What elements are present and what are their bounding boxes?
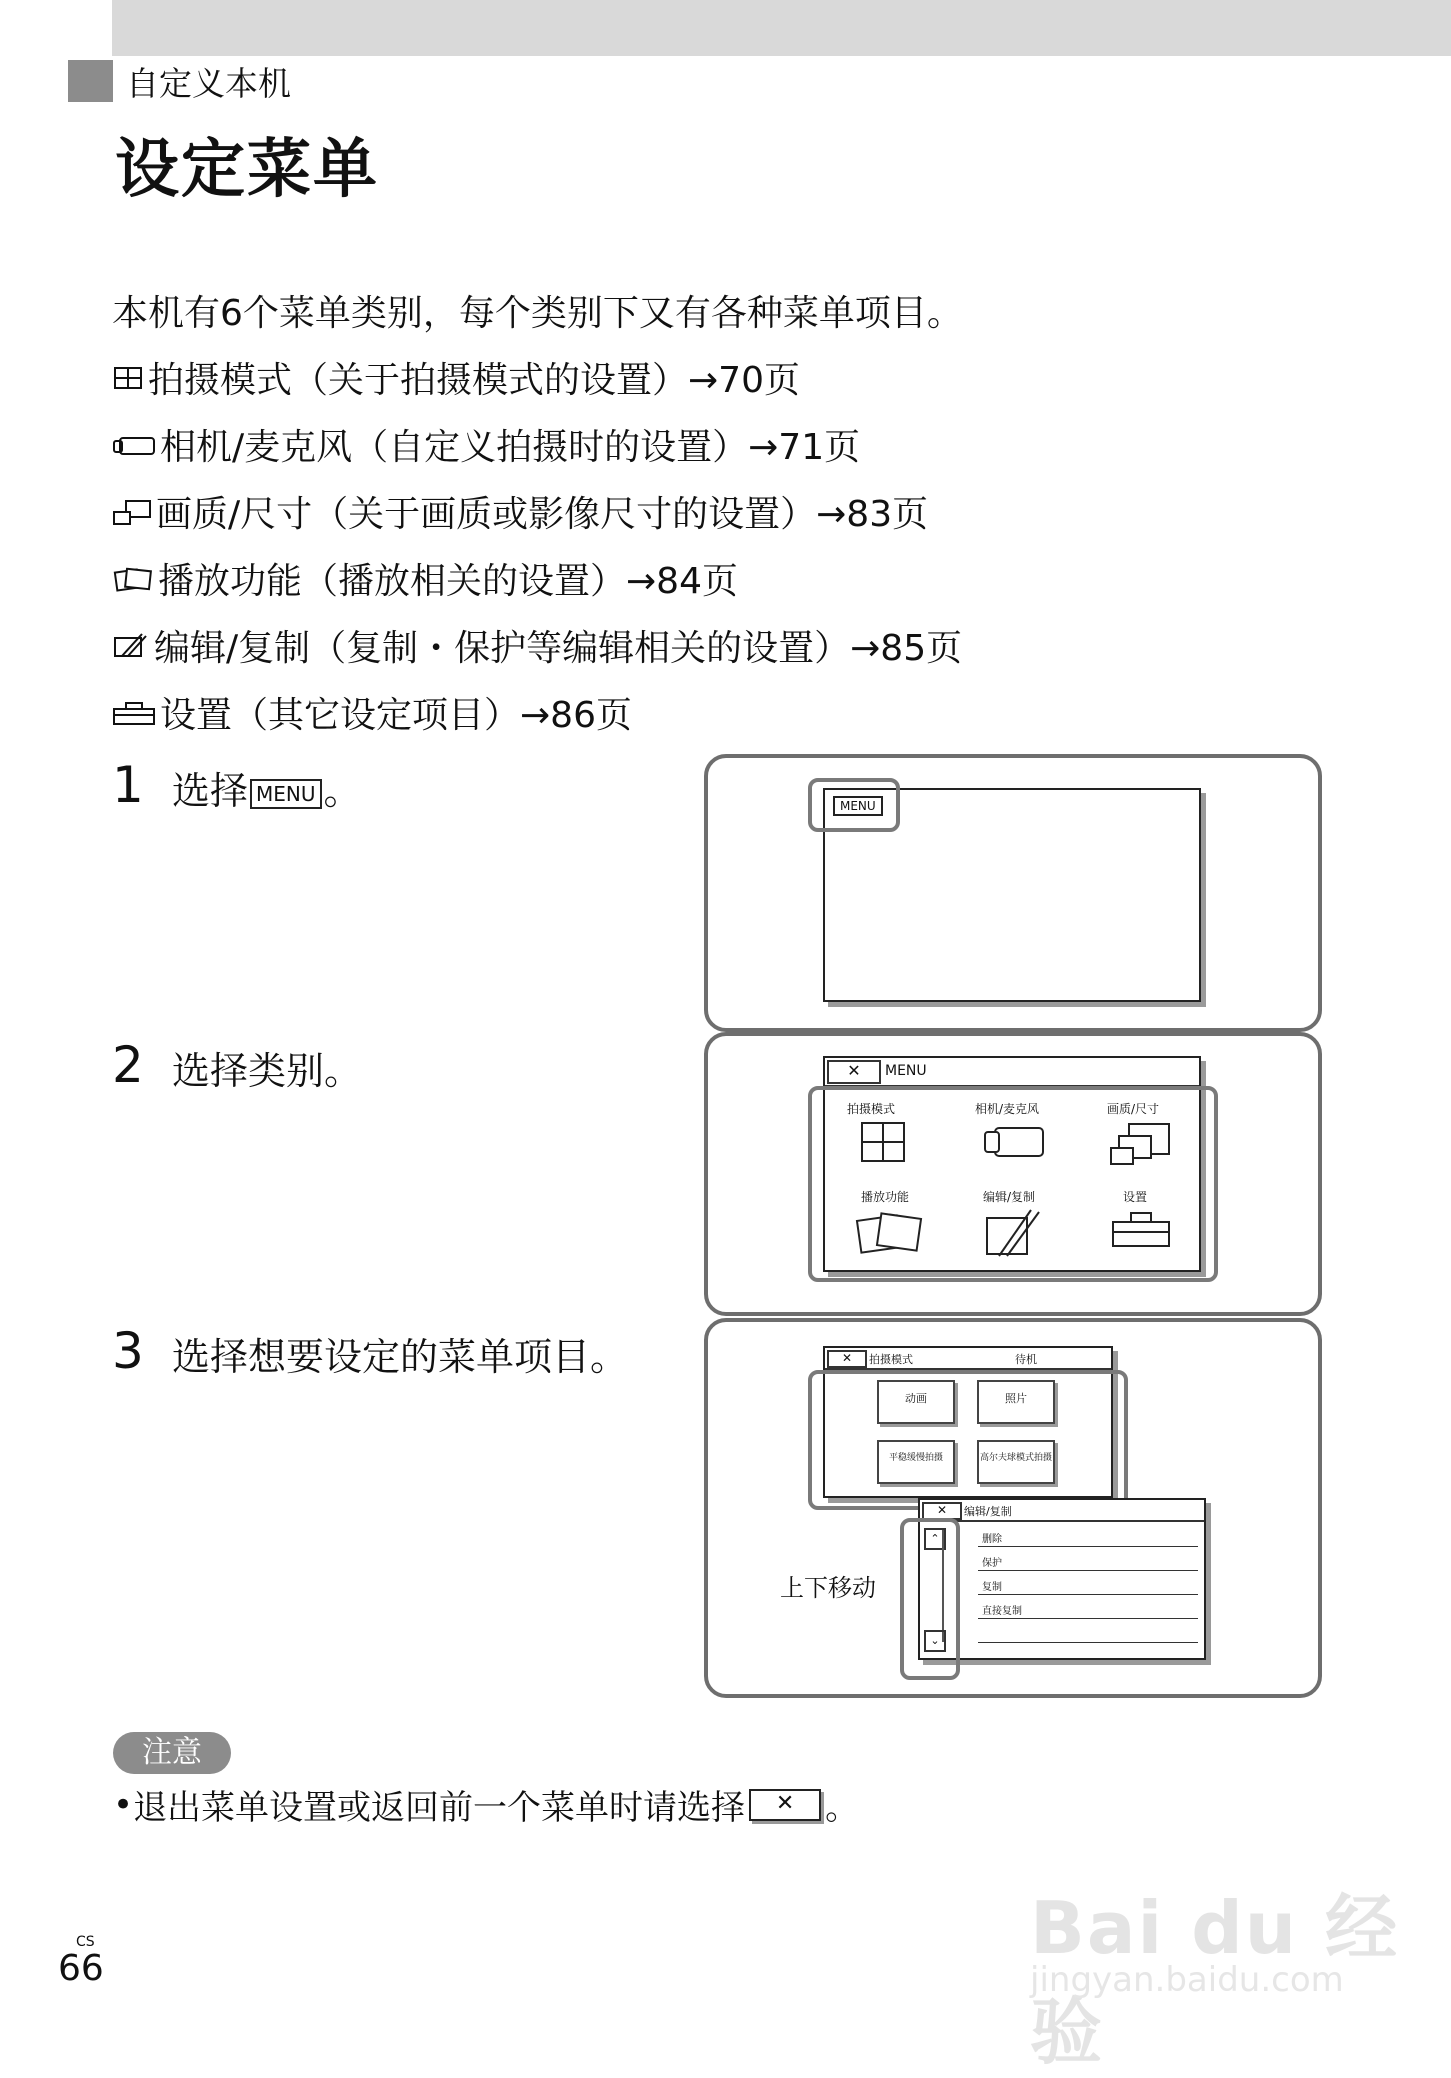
- category-settings: [112, 687, 632, 738]
- close-button[interactable]: ✕: [922, 1502, 962, 1520]
- tile-label[interactable]: 相机/麦克风: [975, 1102, 1040, 1116]
- tile-label[interactable]: 画质/尺寸: [1107, 1102, 1160, 1116]
- menu-item-photo[interactable]: 照片: [977, 1380, 1055, 1424]
- step-text: 选择: [172, 769, 249, 813]
- language-code: CS: [76, 1934, 95, 1950]
- page-title: 设定菜单: [115, 133, 379, 207]
- watermark-logo: Bai du 经验: [1030, 1886, 1400, 2074]
- list-item[interactable]: 复制: [982, 1582, 1002, 1593]
- intro-text: 本机有6个菜单类别，每个类别下又有各种菜单项目。: [112, 293, 963, 334]
- category-playback: [112, 553, 738, 604]
- step-2: [112, 1036, 362, 1095]
- category-camera-mic: [112, 419, 860, 470]
- highlight-frame: [808, 778, 900, 832]
- screen-header: MENU: [885, 1063, 927, 1079]
- menu-button[interactable]: MENU: [250, 779, 322, 809]
- image-size-icon: [112, 498, 152, 526]
- lcd-screen-bottom: [918, 1498, 1206, 1660]
- section-marker: [68, 60, 113, 102]
- playback-icon: [112, 565, 154, 593]
- step-number: 2: [112, 1036, 144, 1094]
- tile-label[interactable]: 播放功能: [861, 1190, 910, 1204]
- step-text: 选择想要设定的菜单项目。: [172, 1335, 629, 1379]
- illustration-panel-1: [704, 754, 1322, 1032]
- menu-item-golf[interactable]: 高尔夫球模式拍摄: [977, 1440, 1055, 1484]
- close-button[interactable]: ✕: [827, 1060, 881, 1084]
- highlight-frame: [900, 1518, 960, 1680]
- step-3: [112, 1322, 628, 1381]
- menu-item-movie[interactable]: 动画: [877, 1380, 955, 1424]
- category-text: 相机/麦克风（自定义拍摄时的设置）→71页: [160, 427, 861, 468]
- status-text: 待机: [1015, 1353, 1037, 1366]
- illustration-panel-2: [704, 1032, 1322, 1316]
- category-text: 播放功能（播放相关的设置）→84页: [158, 561, 738, 602]
- scroll-up-button[interactable]: ⌃: [924, 1528, 946, 1550]
- screen-header: 拍摄模式: [869, 1353, 913, 1366]
- edit-copy-icon: [112, 632, 150, 660]
- screen-header: 编辑/复制: [964, 1505, 1012, 1518]
- note-badge: 注意: [113, 1732, 231, 1774]
- illustration-panel-3: [704, 1318, 1322, 1698]
- tile-label[interactable]: 设置: [1123, 1190, 1148, 1204]
- top-bar: [112, 0, 1451, 56]
- toolbox-icon: [112, 699, 156, 727]
- step-text: 选择类别。: [172, 1049, 363, 1093]
- note-text: • 退出菜单设置或返回前一个菜单时请选择 ✕ 。: [113, 1784, 860, 1828]
- category-text: 画质/尺寸（关于画质或影像尺寸的设置）→83页: [156, 494, 929, 535]
- camcorder-icon: [112, 431, 156, 459]
- close-button[interactable]: ✕: [827, 1350, 867, 1368]
- step-number: 1: [112, 756, 144, 814]
- highlight-frame: [808, 1086, 1218, 1282]
- tile-label[interactable]: 拍摄模式: [847, 1102, 896, 1116]
- menu-item-smooth-slow[interactable]: 平稳缓慢拍摄: [877, 1440, 955, 1484]
- step-1: 1 选择 MENU 。: [112, 756, 362, 814]
- category-image-size: [112, 486, 928, 537]
- category-text: 拍摄模式（关于拍摄模式的设置）→70页: [148, 360, 800, 401]
- category-edit-copy: [112, 620, 962, 671]
- menu-button[interactable]: MENU: [833, 796, 883, 816]
- tile-label[interactable]: 编辑/复制: [983, 1190, 1036, 1204]
- category-shooting-mode: [112, 352, 800, 403]
- grid-icon: [112, 364, 144, 392]
- highlight-frame: [808, 1370, 1128, 1510]
- scroll-down-button[interactable]: ⌄: [924, 1630, 946, 1652]
- list-item[interactable]: 直接复制: [982, 1606, 1022, 1617]
- category-text: 编辑/复制（复制・保护等编辑相关的设置）→85页: [154, 628, 963, 669]
- page-number: 66: [58, 1948, 104, 1989]
- step-number: 3: [112, 1322, 144, 1380]
- section-label: 自定义本机: [126, 64, 291, 103]
- scroll-label: 上下移动: [780, 1574, 876, 1602]
- watermark-url: jingyan.baidu.com: [1030, 1960, 1344, 2000]
- list-item[interactable]: 保护: [982, 1558, 1002, 1569]
- close-button[interactable]: ✕: [749, 1789, 821, 1821]
- list-item[interactable]: 删除: [982, 1534, 1002, 1545]
- category-text: 设置（其它设定项目）→86页: [160, 695, 632, 736]
